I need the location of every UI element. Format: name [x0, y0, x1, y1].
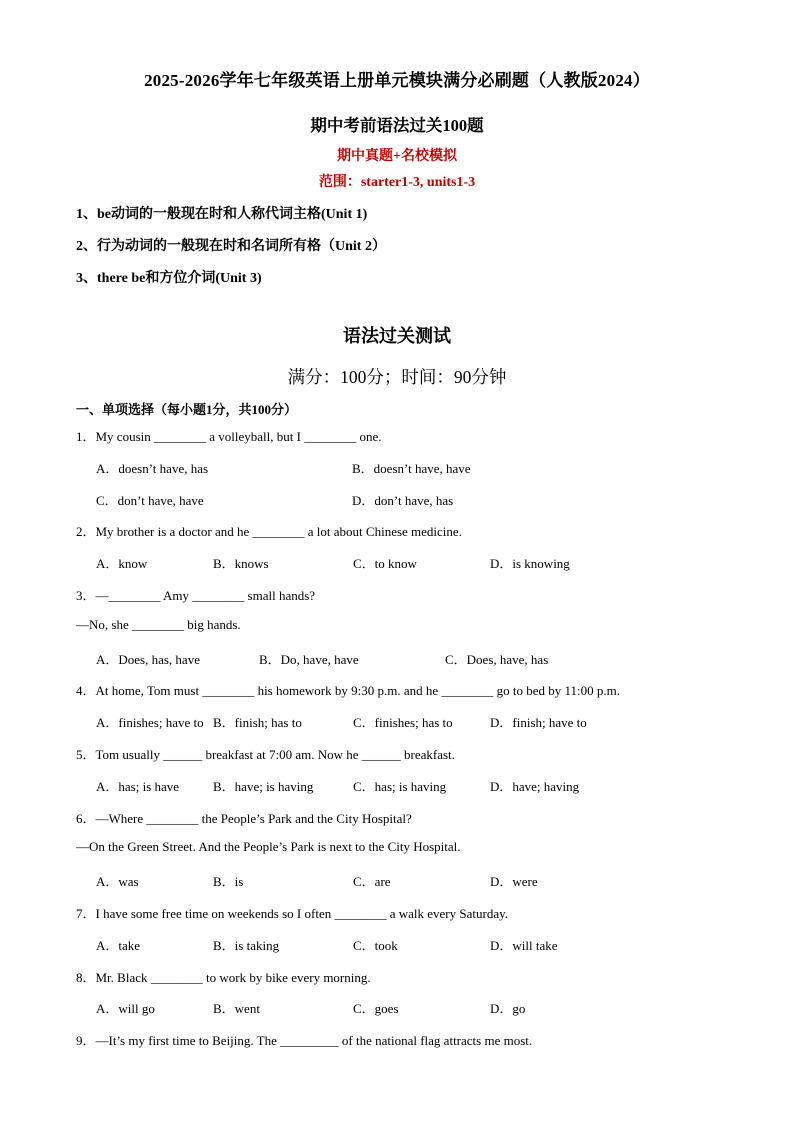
q4-option-a: A．finishes; have to	[96, 715, 204, 730]
question-3: 3．—________ Amy ________ small hands?	[76, 588, 316, 603]
topic-item: 2、行为动词的一般现在时和名词所有格（Unit 2）	[76, 239, 386, 254]
q4-option-c: C．finishes; has to	[353, 715, 453, 730]
q7-option-b: B．is taking	[213, 938, 280, 953]
question-4: 4．At home, Tom must ________ his homework by 9:30 p.m. and he ________ go to bed by 11:00 p.m.	[76, 683, 620, 698]
question-8: 8．Mr. Black ________ to work by bike every morning.	[76, 970, 371, 985]
q8-option-c: C．goes	[353, 1001, 399, 1016]
q8-option-b: B．went	[213, 1001, 260, 1016]
q7-option-a: A．take	[96, 938, 141, 953]
document-subtitle: 期中考前语法过关100题	[310, 116, 484, 135]
q1-option-c: C．don’t have, have	[96, 493, 204, 508]
q4-option-b: B．finish; has to	[213, 715, 302, 730]
question-6-reply: —On the Green Street. And the People’s Park is next to the City Hospital.	[76, 839, 461, 854]
q5-option-d: D．have; having	[490, 779, 580, 794]
q2-option-b: B．knows	[213, 556, 269, 571]
q1-option-a: A．doesn’t have, has	[96, 461, 209, 476]
question-2: 2．My brother is a doctor and he ________ a lot about Chinese medicine.	[76, 524, 462, 539]
q6-option-b: B．is	[213, 874, 244, 889]
question-7: 7．I have some free time on weekends so I often ________ a walk every Saturday.	[76, 906, 508, 921]
score-line: 满分：100分；时间：90分钟	[287, 367, 507, 387]
q5-option-c: C．has; is having	[353, 779, 447, 794]
question-6: 6．—Where ________ the People’s Park and the City Hospital?	[76, 811, 412, 826]
question-3-reply: —No, she ________ big hands.	[76, 617, 241, 632]
q3-option-b: B．Do, have, have	[259, 652, 359, 667]
question-5: 5．Tom usually ______ breakfast at 7:00 am. Now he ______ breakfast.	[76, 747, 455, 762]
question-9: 9．—It’s my first time to Beijing. The _________ of the national flag attracts me most.	[76, 1033, 533, 1048]
q1-option-b: B．doesn’t have, have	[352, 461, 471, 476]
q3-option-a: A．Does, has, have	[96, 652, 200, 667]
topic-item: 3、there be和方位介词(Unit 3)	[76, 271, 262, 286]
q2-option-a: A．know	[96, 556, 148, 571]
q8-option-d: D．go	[490, 1001, 526, 1016]
q2-option-c: C．to know	[353, 556, 417, 571]
q8-option-a: A．will go	[96, 1001, 155, 1016]
document-title: 2025-2026学年七年级英语上册单元模块满分必刷题（人教版2024）	[144, 71, 650, 90]
q4-option-d: D．finish; have to	[490, 715, 587, 730]
exam-tag: 期中真题+名校模拟	[337, 149, 457, 164]
q5-option-b: B．have; is having	[213, 779, 314, 794]
q1-option-d: D．don’t have, has	[352, 493, 454, 508]
q6-option-a: A．was	[96, 874, 139, 889]
q2-option-d: D．is knowing	[490, 556, 570, 571]
test-title: 语法过关测试	[343, 326, 451, 346]
q6-option-c: C．are	[353, 874, 391, 889]
question-1: 1．My cousin ________ a volleyball, but I ________ one.	[76, 429, 382, 444]
section-heading: 一、单项选择（每小题1分，共100分）	[76, 402, 298, 417]
q7-option-c: C．took	[353, 938, 398, 953]
q6-option-d: D．were	[490, 874, 538, 889]
exam-scope: 范围：starter1-3, units1-3	[318, 175, 476, 190]
q5-option-a: A．has; is have	[96, 779, 180, 794]
q3-option-c: C．Does, have, has	[445, 652, 549, 667]
q7-option-d: D．will take	[490, 938, 558, 953]
topic-item: 1、be动词的一般现在时和人称代词主格(Unit 1)	[76, 207, 368, 222]
